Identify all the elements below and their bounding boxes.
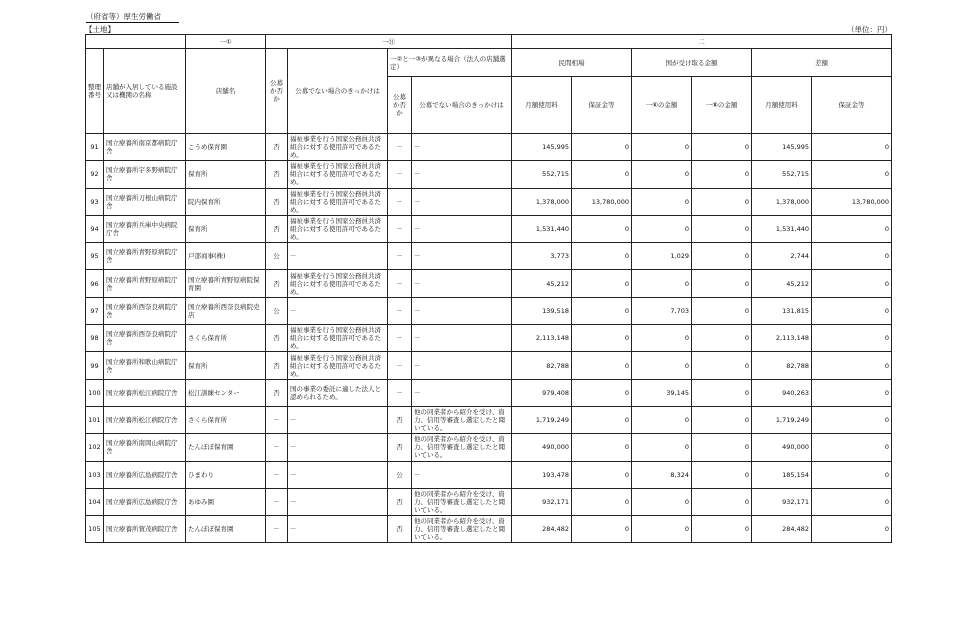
cell-public-recruit-2: 否	[388, 434, 412, 461]
cell-store: 保育所	[186, 161, 266, 188]
cell-diff-monthly-fee: 185,154	[752, 461, 812, 488]
cell-facility: 国立療養所兵庫中央病院庁舎	[104, 215, 186, 242]
category-label: 【土地】	[85, 25, 115, 34]
cell-reason-2: －	[412, 215, 512, 242]
cell-diff-deposit: 0	[812, 516, 892, 543]
cell-amount-8: 0	[692, 243, 752, 270]
unit-label: （単位：円）	[847, 25, 892, 34]
cell-public-recruit: 否	[266, 161, 288, 188]
cell-diff-deposit: 0	[812, 215, 892, 242]
cell-monthly-fee: 145,995	[512, 134, 572, 161]
header-monthly-fee-2: 月額使用料	[752, 77, 812, 134]
cell-monthly-fee: 932,171	[512, 488, 572, 515]
cell-public-recruit: 否	[266, 352, 288, 379]
table-row	[86, 161, 892, 188]
cell-public-recruit-2: －	[388, 270, 412, 297]
cell-amount-8: 0	[692, 161, 752, 188]
cell-reason: －	[288, 297, 388, 324]
cell-deposit: 0	[572, 134, 632, 161]
cell-public-recruit-2: 否	[388, 488, 412, 515]
cell-facility: 国立療養所南岡山病院庁舎	[104, 434, 186, 461]
cell-amount-6: 0	[632, 516, 692, 543]
cell-public-recruit: 否	[266, 325, 288, 352]
header-amount-6: 一⑥の金額	[632, 77, 692, 134]
cell-monthly-fee: 490,000	[512, 434, 572, 461]
cell-deposit: 0	[572, 270, 632, 297]
cell-public-recruit-2: －	[388, 243, 412, 270]
cell-public-recruit-2: －	[388, 134, 412, 161]
cell-amount-8: 0	[692, 134, 752, 161]
cell-diff-monthly-fee: 82,788	[752, 352, 812, 379]
cell-deposit: 0	[572, 243, 632, 270]
cell-diff-deposit: 0	[812, 325, 892, 352]
cell-store: こうめ保育園	[186, 134, 266, 161]
cell-store: 保育所	[186, 215, 266, 242]
cell-reason-2: 他の同業者から紹介を受け、資力、信用等審査し選定したと聞いている。	[412, 488, 512, 515]
cell-monthly-fee: 552,715	[512, 161, 572, 188]
cell-reason-2: －	[412, 243, 512, 270]
cell-amount-8: 0	[692, 379, 752, 406]
cell-facility: 国立療養所広島病院庁舎	[104, 461, 186, 488]
cell-no: 103	[86, 461, 104, 488]
cell-diff-monthly-fee: 932,171	[752, 488, 812, 515]
header-group-2: 二	[512, 35, 892, 49]
header-store-name: 店舗名	[186, 49, 266, 134]
cell-diff-deposit: 0	[812, 161, 892, 188]
cell-amount-8: 0	[692, 188, 752, 215]
cell-no: 98	[86, 325, 104, 352]
cell-no: 101	[86, 406, 104, 433]
cell-public-recruit: 否	[266, 188, 288, 215]
cell-monthly-fee: 139,518	[512, 297, 572, 324]
cell-facility: 国立療養所西奈良病院庁舎	[104, 297, 186, 324]
table-row	[86, 461, 892, 488]
cell-store: たんぽぽ保育園	[186, 516, 266, 543]
table-row	[86, 188, 892, 215]
cell-public-recruit: －	[266, 434, 288, 461]
cell-reason: 福祉事業を行う国家公務員共済組合に対する使用許可であるため。	[288, 161, 388, 188]
cell-facility: 国立療養所南京都病院庁舎	[104, 134, 186, 161]
table-row	[86, 297, 892, 324]
cell-reason-2: －	[412, 161, 512, 188]
cell-amount-6: 0	[632, 161, 692, 188]
header-monthly-fee: 月額使用料	[512, 77, 572, 134]
table-body	[86, 134, 892, 543]
cell-reason: －	[288, 516, 388, 543]
cell-deposit: 0	[572, 406, 632, 433]
cell-diff-monthly-fee: 284,482	[752, 516, 812, 543]
cell-reason-2: －	[412, 270, 512, 297]
cell-deposit: 13,780,000	[572, 188, 632, 215]
cell-facility: 国立療養所賀茂病院庁舎	[104, 516, 186, 543]
cell-monthly-fee: 3,773	[512, 243, 572, 270]
cell-amount-6: 0	[632, 325, 692, 352]
cell-no: 96	[86, 270, 104, 297]
cell-public-recruit: －	[266, 461, 288, 488]
cell-diff-monthly-fee: 1,719,249	[752, 406, 812, 433]
cell-no: 94	[86, 215, 104, 242]
header-amount-8: 一⑧の金額	[692, 77, 752, 134]
cell-store: ひまわり	[186, 461, 266, 488]
table-row	[86, 516, 892, 543]
cell-store: 戸部商事(株)	[186, 243, 266, 270]
cell-store: 国立療養所西奈良病院売店	[186, 297, 266, 324]
cell-public-recruit: 否	[266, 270, 288, 297]
header-private-equivalent: 民間相場	[512, 49, 632, 77]
cell-deposit: 0	[572, 516, 632, 543]
cell-amount-6: 8,324	[632, 461, 692, 488]
cell-monthly-fee: 1,378,000	[512, 188, 572, 215]
table-row	[86, 406, 892, 433]
cell-amount-6: 0	[632, 270, 692, 297]
cell-diff-monthly-fee: 490,000	[752, 434, 812, 461]
cell-diff-deposit: 0	[812, 134, 892, 161]
cell-facility: 国立療養所松江病院庁舎	[104, 406, 186, 433]
cell-diff-monthly-fee: 1,378,000	[752, 188, 812, 215]
cell-public-recruit-2: －	[388, 379, 412, 406]
cell-reason: 国の事業の委託に適した法人と認められるため。	[288, 379, 388, 406]
cell-reason-2: －	[412, 379, 512, 406]
cell-reason-2: －	[412, 325, 512, 352]
cell-amount-8: 0	[692, 297, 752, 324]
cell-diff-monthly-fee: 940,263	[752, 379, 812, 406]
cell-public-recruit-2: 否	[388, 406, 412, 433]
cell-monthly-fee: 82,788	[512, 352, 572, 379]
cell-diff-deposit: 0	[812, 379, 892, 406]
header-public-recruit-2: 公募か否か	[388, 77, 412, 134]
table-row	[86, 434, 892, 461]
cell-amount-6: 7,703	[632, 297, 692, 324]
cell-monthly-fee: 1,531,440	[512, 215, 572, 242]
cell-public-recruit: －	[266, 406, 288, 433]
cell-monthly-fee: 193,478	[512, 461, 572, 488]
header-group-1: 一①	[186, 35, 266, 49]
cell-monthly-fee: 2,113,148	[512, 325, 572, 352]
cell-store: さくら保育所	[186, 325, 266, 352]
cell-deposit: 0	[572, 461, 632, 488]
land-lease-table	[85, 34, 892, 543]
cell-diff-deposit: 0	[812, 297, 892, 324]
header-diff-case: 一②と一③が異なる場合（法人の店舗選定）	[388, 49, 512, 77]
header-facility-name: 店舗が入居している施設又は機関の名称	[104, 49, 186, 134]
cell-no: 104	[86, 488, 104, 515]
cell-reason-2: 他の同業者から紹介を受け、資力、信用等審査し選定したと聞いている。	[412, 434, 512, 461]
cell-no: 91	[86, 134, 104, 161]
table-row	[86, 488, 892, 515]
cell-store: さくら保育所	[186, 406, 266, 433]
cell-facility: 国立療養所松江病院庁舎	[104, 379, 186, 406]
cell-diff-monthly-fee: 2,744	[752, 243, 812, 270]
cell-public-recruit: －	[266, 516, 288, 543]
cell-public-recruit: 否	[266, 379, 288, 406]
cell-diff-monthly-fee: 145,995	[752, 134, 812, 161]
cell-facility: 国立療養所青野原病院庁舎	[104, 270, 186, 297]
cell-store: 院内保育所	[186, 188, 266, 215]
cell-reason: 福祉事業を行う国家公務員共済組合に対する使用許可であるため。	[288, 270, 388, 297]
cell-facility: 国立療養所広島病院庁舎	[104, 488, 186, 515]
cell-no: 105	[86, 516, 104, 543]
cell-public-recruit-2: 否	[388, 516, 412, 543]
table-row	[86, 243, 892, 270]
cell-amount-6: 0	[632, 434, 692, 461]
cell-store: あゆみ園	[186, 488, 266, 515]
cell-reason: 福祉事業を行う国家公務員共済組合に対する使用許可であるため。	[288, 215, 388, 242]
cell-facility: 国立療養所西奈良病院庁舎	[104, 325, 186, 352]
cell-reason: －	[288, 461, 388, 488]
header-group-11: 一⑪	[266, 35, 512, 49]
cell-deposit: 0	[572, 297, 632, 324]
cell-diff-deposit: 0	[812, 434, 892, 461]
cell-deposit: 0	[572, 379, 632, 406]
cell-store: 国立療養所青野原病院保育園	[186, 270, 266, 297]
cell-amount-6: 0	[632, 352, 692, 379]
table-row	[86, 352, 892, 379]
cell-store: たんぽぽ保育園	[186, 434, 266, 461]
cell-no: 97	[86, 297, 104, 324]
cell-reason: 福祉事業を行う国家公務員共済組合に対する使用許可であるため。	[288, 134, 388, 161]
cell-amount-6: 39,145	[632, 379, 692, 406]
cell-reason-2: －	[412, 297, 512, 324]
cell-amount-6: 0	[632, 488, 692, 515]
cell-diff-monthly-fee: 1,531,440	[752, 215, 812, 242]
cell-public-recruit-2: －	[388, 325, 412, 352]
cell-reason: 福祉事業を行う国家公務員共済組合に対する使用許可であるため。	[288, 352, 388, 379]
cell-no: 102	[86, 434, 104, 461]
table-row	[86, 215, 892, 242]
cell-facility: 国立療養所宇多野病院庁舎	[104, 161, 186, 188]
cell-diff-deposit: 0	[812, 270, 892, 297]
header-difference: 差額	[752, 49, 892, 77]
cell-diff-deposit: 0	[812, 461, 892, 488]
cell-store: 保育所	[186, 352, 266, 379]
cell-public-recruit-2: －	[388, 352, 412, 379]
cell-no: 99	[86, 352, 104, 379]
cell-public-recruit: 公	[266, 297, 288, 324]
cell-facility: 国立療養所和歌山病院庁舎	[104, 352, 186, 379]
cell-monthly-fee: 45,212	[512, 270, 572, 297]
cell-amount-8: 0	[692, 215, 752, 242]
cell-public-recruit-2: －	[388, 297, 412, 324]
cell-amount-6: 0	[632, 134, 692, 161]
cell-reason-2: －	[412, 188, 512, 215]
cell-diff-deposit: 0	[812, 243, 892, 270]
cell-no: 92	[86, 161, 104, 188]
cell-amount-8: 0	[692, 325, 752, 352]
table-row	[86, 270, 892, 297]
cell-public-recruit-2: －	[388, 215, 412, 242]
cell-reason-2: 他の同業者から紹介を受け、資力、信用等審査し選定したと聞いている。	[412, 406, 512, 433]
cell-reason: －	[288, 488, 388, 515]
cell-diff-deposit: 0	[812, 488, 892, 515]
cell-public-recruit-2: －	[388, 188, 412, 215]
cell-facility: 国立療養所青野原病院庁舎	[104, 243, 186, 270]
cell-no: 100	[86, 379, 104, 406]
header-state-receives: 国が受け取る金額	[632, 49, 752, 77]
table-header	[86, 35, 892, 134]
cell-store: 松江訓練センター	[186, 379, 266, 406]
cell-amount-6: 0	[632, 215, 692, 242]
cell-facility: 国立療養所刀根山病院庁舎	[104, 188, 186, 215]
cell-public-recruit: －	[266, 488, 288, 515]
cell-amount-6: 0	[632, 188, 692, 215]
cell-diff-monthly-fee: 45,212	[752, 270, 812, 297]
cell-amount-8: 0	[692, 352, 752, 379]
cell-monthly-fee: 1,719,249	[512, 406, 572, 433]
header-deposit-2: 保証金等	[812, 77, 892, 134]
cell-reason-2: －	[412, 461, 512, 488]
table-row	[86, 379, 892, 406]
header-reason-2: 公募でない場合のきっかけは	[412, 77, 512, 134]
cell-amount-8: 0	[692, 461, 752, 488]
cell-reason-2: －	[412, 352, 512, 379]
cell-monthly-fee: 979,408	[512, 379, 572, 406]
cell-reason: －	[288, 406, 388, 433]
cell-public-recruit: 否	[266, 215, 288, 242]
cell-amount-6: 0	[632, 406, 692, 433]
cell-diff-deposit: 0	[812, 406, 892, 433]
cell-reason: 福祉事業を行う国家公務員共済組合に対する使用許可であるため。	[288, 325, 388, 352]
cell-deposit: 0	[572, 325, 632, 352]
cell-reason: －	[288, 434, 388, 461]
cell-amount-8: 0	[692, 516, 752, 543]
cell-diff-deposit: 13,780,000	[812, 188, 892, 215]
header-deposit: 保証金等	[572, 77, 632, 134]
cell-amount-8: 0	[692, 434, 752, 461]
table-row	[86, 134, 892, 161]
cell-amount-6: 1,029	[632, 243, 692, 270]
cell-monthly-fee: 284,482	[512, 516, 572, 543]
cell-deposit: 0	[572, 161, 632, 188]
cell-no: 93	[86, 188, 104, 215]
header-seq-no: 整理番号	[86, 49, 104, 134]
cell-public-recruit-2: 公	[388, 461, 412, 488]
cell-reason: 福祉事業を行う国家公務員共済組合に対する使用許可であるため。	[288, 188, 388, 215]
cell-reason-2: 他の同業者から紹介を受け、資力、信用等審査し選定したと聞いている。	[412, 516, 512, 543]
cell-reason: －	[288, 243, 388, 270]
cell-deposit: 0	[572, 488, 632, 515]
cell-amount-8: 0	[692, 406, 752, 433]
cell-deposit: 0	[572, 352, 632, 379]
cell-diff-monthly-fee: 552,715	[752, 161, 812, 188]
ministry-label: （府省等）厚生労働省	[86, 12, 179, 23]
header-reason: 公募でない場合のきっかけは	[288, 49, 388, 134]
header-public-recruit: 公募か否か	[266, 49, 288, 134]
cell-reason-2: －	[412, 134, 512, 161]
cell-amount-8: 0	[692, 488, 752, 515]
cell-diff-monthly-fee: 2,113,148	[752, 325, 812, 352]
cell-public-recruit: 公	[266, 243, 288, 270]
cell-public-recruit: 否	[266, 134, 288, 161]
cell-deposit: 0	[572, 215, 632, 242]
cell-no: 95	[86, 243, 104, 270]
cell-diff-deposit: 0	[812, 352, 892, 379]
cell-deposit: 0	[572, 434, 632, 461]
cell-amount-8: 0	[692, 270, 752, 297]
cell-diff-monthly-fee: 131,815	[752, 297, 812, 324]
cell-public-recruit-2: －	[388, 161, 412, 188]
table-row	[86, 325, 892, 352]
